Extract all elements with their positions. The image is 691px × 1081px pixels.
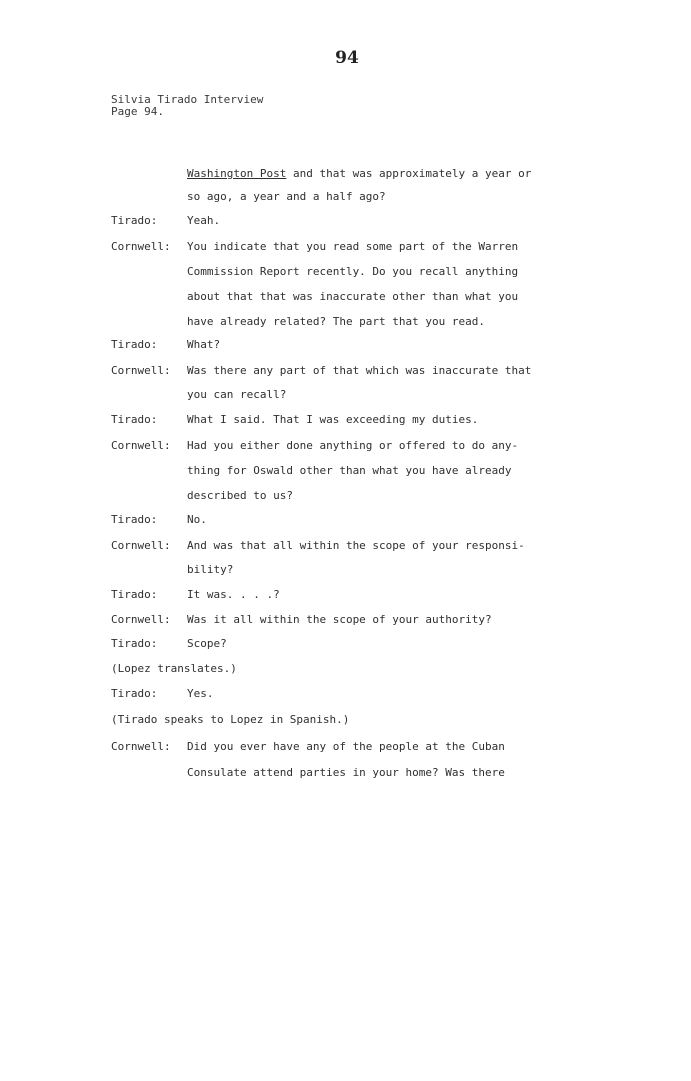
dialogue-text-content: What? [187, 338, 221, 351]
dialogue-text [187, 290, 518, 303]
dialogue-text [187, 167, 531, 180]
page-number: 94 [335, 48, 359, 68]
dialogue-text [187, 588, 280, 601]
dialogue-text-content: And was that all within the scope of your responsi- [187, 539, 525, 552]
dialogue-text [187, 687, 214, 700]
stage-direction: (Lopez translates.) [111, 662, 237, 675]
speaker-label: Tirado: [111, 588, 158, 601]
dialogue-text [187, 489, 293, 502]
dialogue-text [187, 439, 518, 452]
stage-direction: (Tirado speaks to Lopez in Spanish.) [111, 713, 350, 726]
dialogue-text-content: described to us? [187, 489, 293, 502]
speaker-label: Tirado: [111, 413, 158, 426]
dialogue-text [187, 265, 518, 278]
dialogue-text-content: Yeah. [187, 214, 221, 227]
dialogue-text-content: have already related? The part that you read. [187, 315, 486, 328]
dialogue-text-content: You indicate that you read some part of the Warren [187, 240, 519, 253]
dialogue-text-content: you can recall? [187, 388, 287, 401]
dialogue-text [187, 388, 286, 401]
dialogue-text [187, 464, 512, 477]
dialogue-text-content: Had you either done anything or offered to do any- [187, 439, 519, 452]
dialogue-text [187, 513, 207, 526]
dialogue-text [187, 740, 505, 753]
speaker-label: Cornwell: [111, 439, 171, 452]
dialogue-text-content: about that that was inaccurate other than what you [187, 290, 519, 303]
speaker-label: Tirado: [111, 637, 158, 650]
speaker-label: Tirado: [111, 338, 158, 351]
dialogue-text [187, 190, 386, 203]
dialogue-text [187, 539, 525, 552]
dialogue-text-content: Yes. [187, 687, 214, 700]
dialogue-text-content: Consulate attend parties in your home? Was there [187, 766, 505, 779]
header-page-ref: Page 94. [111, 105, 164, 118]
dialogue-text [187, 637, 227, 650]
speaker-label: Cornwell: [111, 240, 171, 253]
dialogue-text-content: No. [187, 513, 207, 526]
dialogue-text-content: bility? [187, 563, 234, 576]
dialogue-text [187, 338, 220, 351]
speaker-label: Cornwell: [111, 364, 171, 377]
dialogue-text [187, 315, 485, 328]
speaker-label: Cornwell: [111, 613, 171, 626]
publication-title: Washington Post [187, 167, 287, 180]
speaker-label: Cornwell: [111, 539, 171, 552]
dialogue-text-content: thing for Oswald other than what you have already [187, 464, 512, 477]
dialogue-text [187, 613, 492, 626]
dialogue-text [187, 364, 531, 377]
dialogue-text-content: Was it all within the scope of your authority? [187, 613, 492, 626]
dialogue-text [187, 214, 220, 227]
dialogue-text-content: and that was approximately a year or [286, 167, 532, 180]
dialogue-text-content: Commission Report recently. Do you recall anything [187, 265, 519, 278]
header-title: Silvia Tirado Interview [111, 93, 264, 106]
speaker-label: Tirado: [111, 687, 158, 700]
dialogue-text-content: so ago, a year and a half ago? [187, 190, 386, 203]
dialogue-text-content: Did you ever have any of the people at the Cuban [187, 740, 505, 753]
dialogue-text [187, 563, 233, 576]
dialogue-text-content: What I said. That I was exceeding my duties. [187, 413, 479, 426]
dialogue-text-content: Scope? [187, 637, 227, 650]
speaker-label: Tirado: [111, 513, 158, 526]
speaker-label: Tirado: [111, 214, 158, 227]
document-header [111, 94, 263, 118]
dialogue-text [187, 240, 518, 253]
dialogue-text-content: It was. . . .? [187, 588, 280, 601]
dialogue-text [187, 413, 478, 426]
dialogue-text [187, 766, 505, 779]
speaker-label: Cornwell: [111, 740, 171, 753]
dialogue-text-content: Was there any part of that which was inaccurate that [187, 364, 532, 377]
